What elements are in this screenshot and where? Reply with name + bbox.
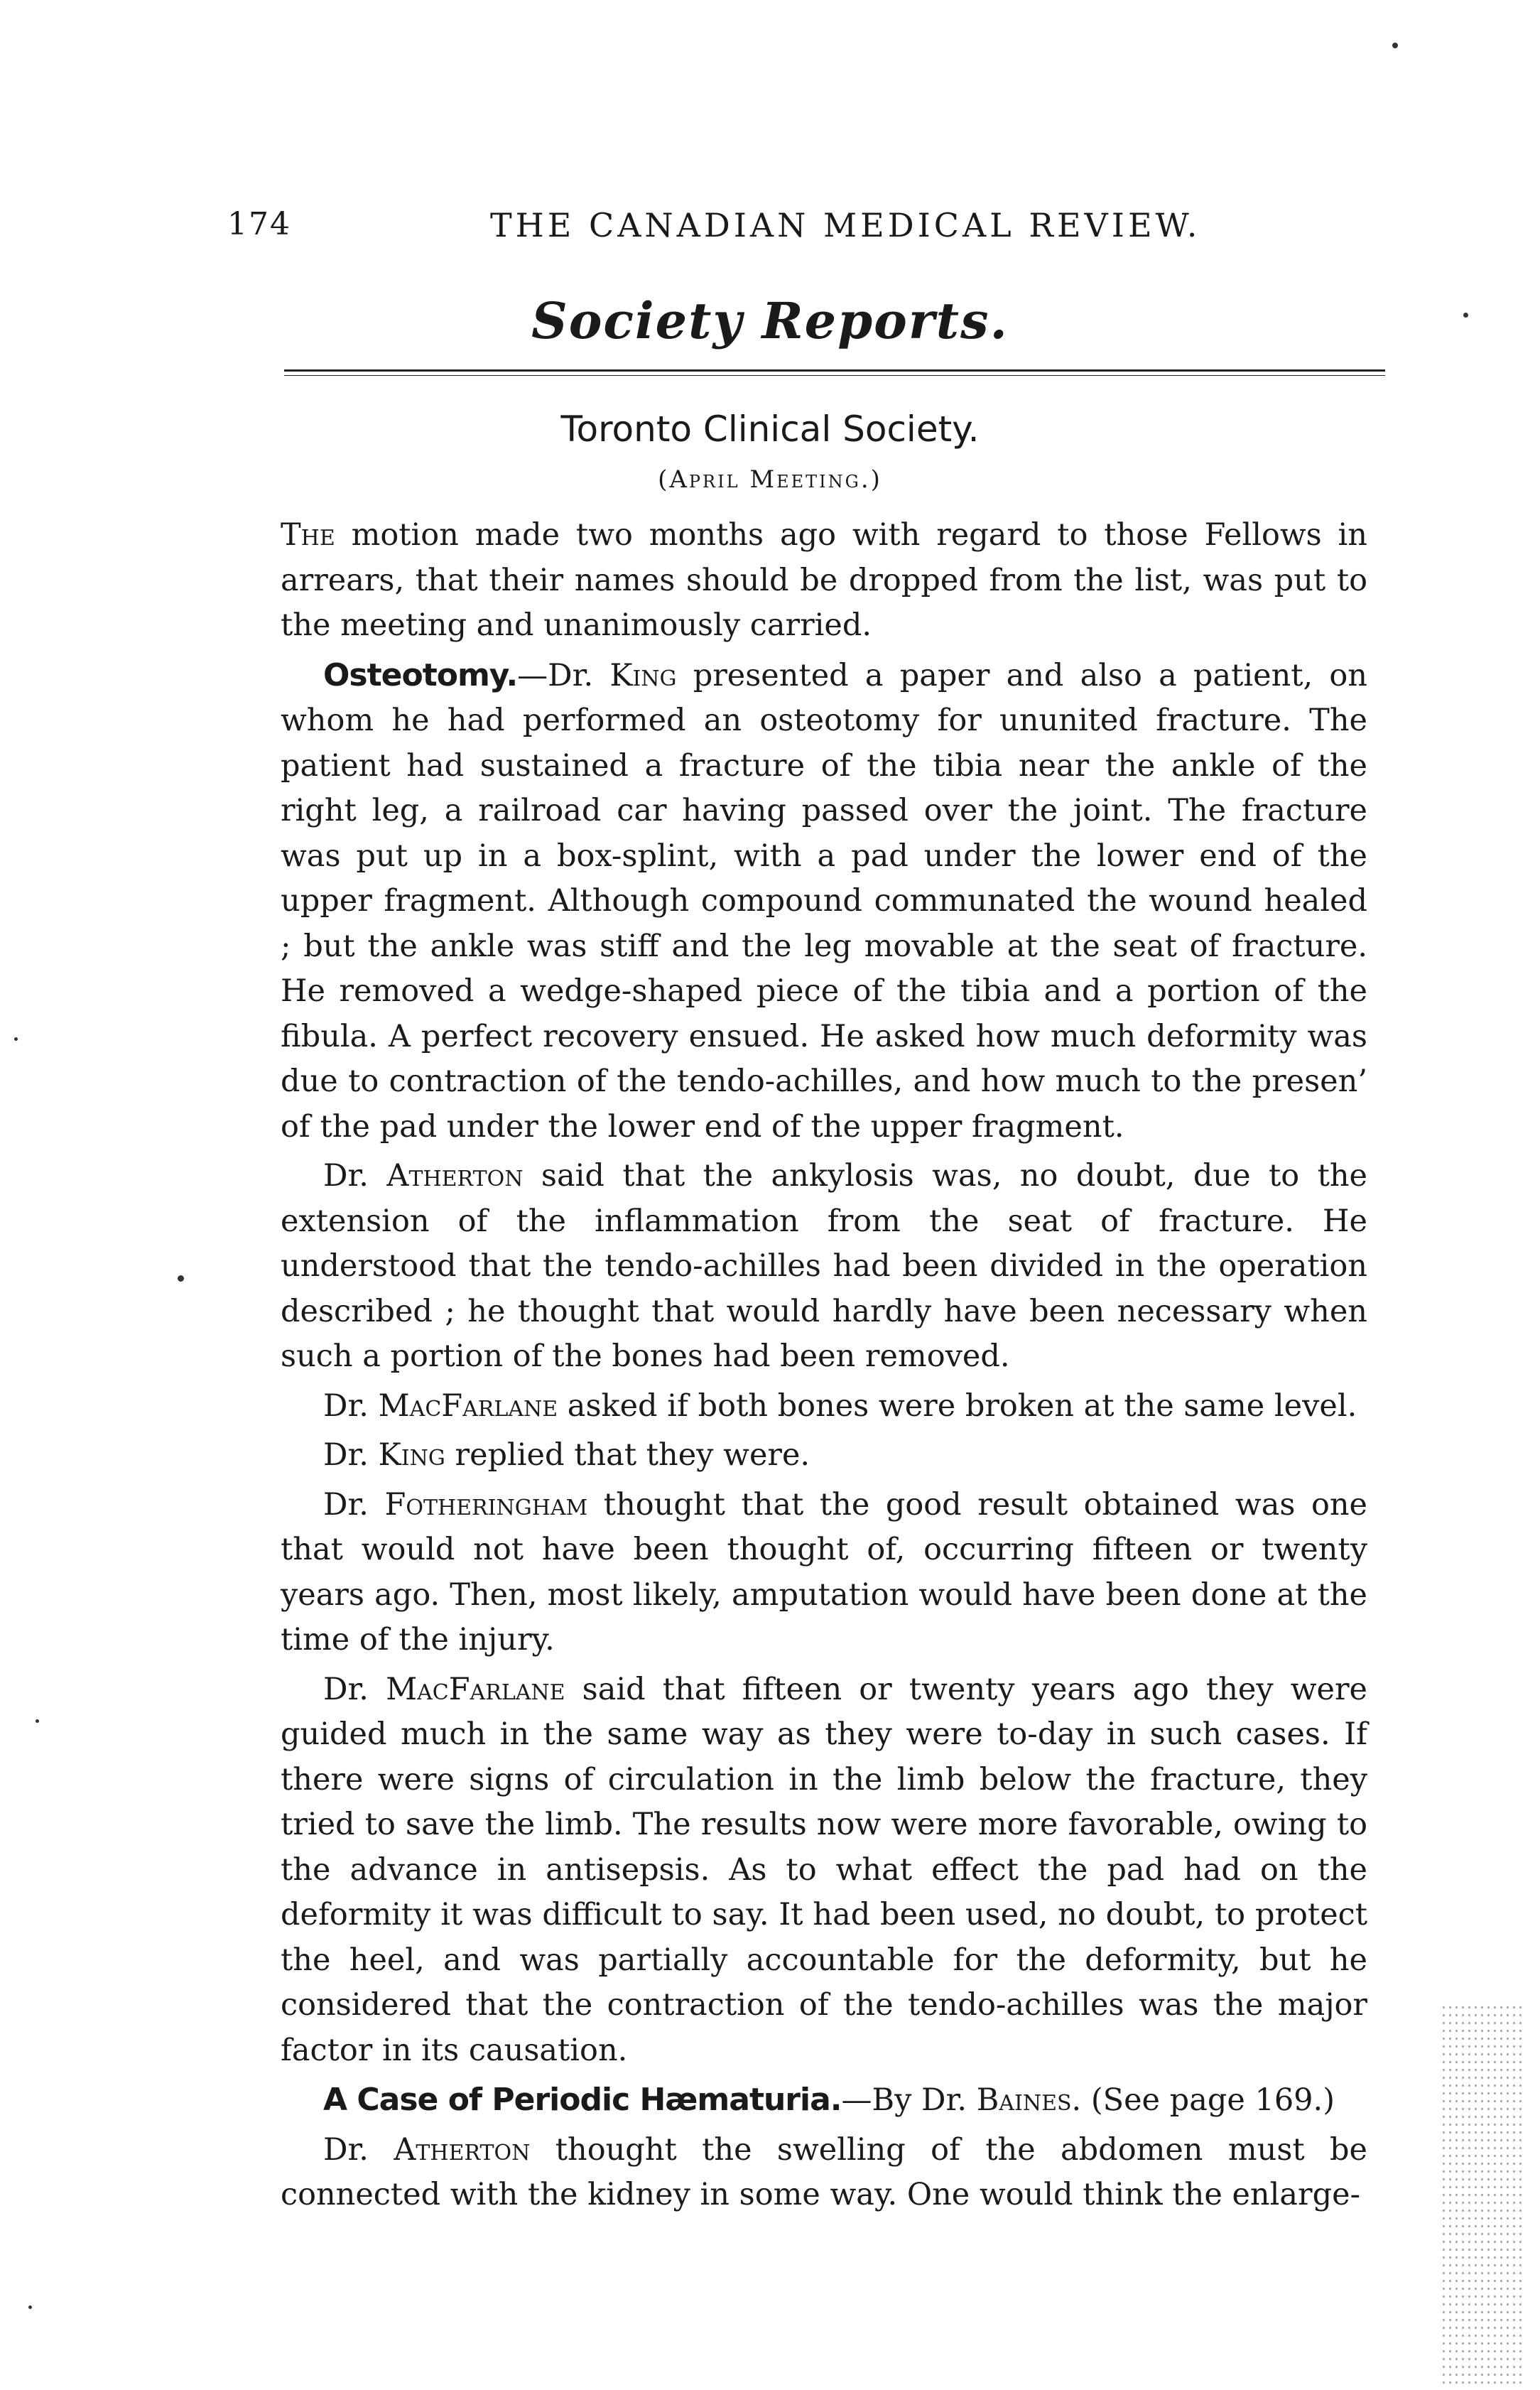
- paragraph-text: . (See page 169.): [1071, 2082, 1335, 2118]
- scan-speck: [28, 2305, 32, 2309]
- dr-prefix: Dr.: [323, 1437, 379, 1473]
- paragraph: [281, 2128, 1367, 2218]
- page-header: [227, 206, 1364, 256]
- speaker-name: Baines: [976, 2082, 1072, 2118]
- scan-speck: [1392, 43, 1398, 48]
- speaker-name: MacFarlane: [386, 1671, 565, 1707]
- run-in-heading: Osteotomy.: [323, 656, 518, 693]
- paragraph: [281, 1483, 1367, 1663]
- speaker-name: King: [609, 657, 677, 693]
- paragraph-text: replied that they were.: [445, 1437, 810, 1473]
- speaker-name: Atherton: [386, 1158, 524, 1194]
- run-in-heading: A Case of Periodic Hæmaturia.: [323, 2082, 842, 2118]
- title-rule-thin: [284, 375, 1385, 376]
- dash: —Dr.: [517, 657, 610, 693]
- paragraph-text: asked if both bones were broken at the same level.: [558, 1388, 1357, 1424]
- paragraph: [281, 1667, 1367, 2074]
- paragraph-text: thought that the good result obtained was one that would not have been thought of, occurring fifteen or twenty years ago. Then, most likely, amputation would have been done at the time of the injury.: [281, 1486, 1367, 1658]
- paragraph-text: presented a paper and also a patient, on whom he had performed an osteotomy for ununited fracture. The patient had sustained a fracture of the tibia near the ankle of the right leg, a railroad car having passed over the joint. The fracture was put up in a box-splint, with a pad under the lower end of the upper fragment. Although compound communated the wound healed ; but the ankle was stiff and the leg movable at the seat of fracture. He removed a wedge-shaped piece of the tibia and a portion of the fibula. A perfect recovery ensued. He asked how much deformity was due to contraction of the tendo-achilles, and how much to the presen’ of the pad under the lower end of the upper fragment.: [281, 657, 1367, 1145]
- dr-prefix: Dr.: [323, 1158, 387, 1194]
- paragraph-text: motion made two months ago with regard to those Fellows in arrears, that their names should be dropped from the list, was put to the meeting and unanimously carried.: [281, 517, 1367, 643]
- meeting-label: (April Meeting.): [658, 465, 882, 494]
- section-title: Society Reports.: [531, 291, 1009, 350]
- title-rule: [284, 369, 1385, 372]
- speaker-name: MacFarlane: [378, 1388, 558, 1424]
- article-body: [281, 513, 1367, 2222]
- dr-prefix: Dr.: [323, 1486, 385, 1523]
- running-title: THE CANADIAN MEDICAL REVIEW.: [490, 206, 1201, 244]
- paragraph: [281, 2077, 1367, 2124]
- dash: —By Dr.: [841, 2082, 977, 2118]
- speaker-name: Atherton: [394, 2131, 531, 2168]
- paragraph-text: thought the swelling of the abdomen must be connected with the kidney in some way. One would think the enlarge-: [281, 2131, 1368, 2212]
- paragraph-text: said that the ankylosis was, no doubt, due to the extension of the inflammation from the seat of fracture. He understood that the tendo-achilles had been divided in the operation described ; he thought that would hardly have been necessary when such a portion of the bones had been removed.: [281, 1158, 1367, 1374]
- dr-prefix: Dr.: [323, 1671, 386, 1707]
- page-number: 174: [227, 206, 291, 242]
- scan-edge-noise: [1441, 2004, 1526, 2387]
- paragraph-text: said that fifteen or twenty years ago they were guided much in the same way as they were to-day in such cases. If there were signs of circulation in the limb below the fracture, they tried to save the limb. The results now were more favorable, owing to the advance in antisepsis. As to what effect the pad had on the deformity it was difficult to say. It had been used, no doubt, to protect the heel, and was partially accountable for the deformity, but he considered that the contraction of the tendo-achilles was the major factor in its causation.: [281, 1671, 1367, 2068]
- lead-word: The: [281, 517, 335, 553]
- paragraph: [281, 653, 1367, 1150]
- scan-speck: [36, 1719, 39, 1723]
- dr-prefix: Dr.: [323, 2131, 394, 2168]
- scan-speck: [14, 1037, 18, 1041]
- paragraph: [281, 1154, 1367, 1380]
- paragraph: [281, 1433, 1367, 1478]
- scan-speck: [178, 1275, 184, 1282]
- society-name: Toronto Clinical Society.: [560, 409, 980, 450]
- scan-speck: [1463, 313, 1468, 318]
- speaker-name: King: [378, 1437, 445, 1473]
- speaker-name: Fotheringham: [384, 1486, 588, 1523]
- dr-prefix: Dr.: [323, 1388, 379, 1424]
- paragraph: [281, 513, 1367, 649]
- paragraph: [281, 1384, 1367, 1429]
